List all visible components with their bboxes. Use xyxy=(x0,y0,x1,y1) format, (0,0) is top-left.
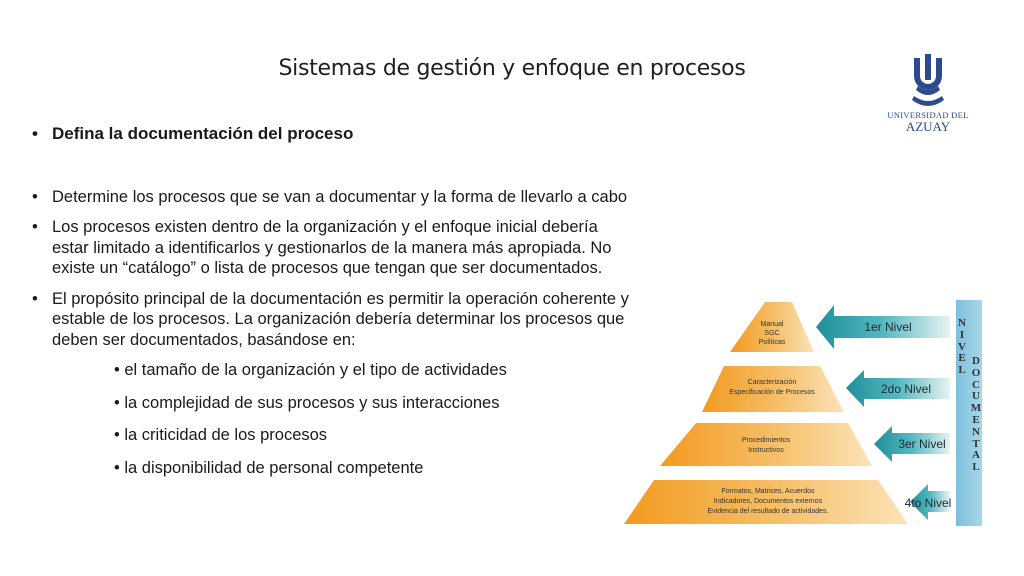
tier-4-line: Evidencia del resultado de actividades. xyxy=(707,508,829,515)
side-letter: D xyxy=(972,355,980,367)
side-letter: O xyxy=(971,366,981,379)
bullet-heading: • Defina la documentación del proceso xyxy=(30,124,630,145)
side-letter: M xyxy=(970,402,982,415)
tier-1-line: Manual xyxy=(760,321,784,328)
slide-title: Sistemas de gestión y enfoque en procesos xyxy=(278,56,746,81)
pyramid-graphic xyxy=(620,296,990,532)
tier-2-line: Caracterización xyxy=(747,379,797,386)
side-letter: N xyxy=(958,317,966,329)
side-letter: E xyxy=(958,352,966,365)
pyramid-tier-3 xyxy=(660,423,872,466)
side-letter: U xyxy=(972,390,980,403)
arrow-label-3: 3er Nivel xyxy=(898,437,946,451)
sub-item: • la disponibilidad de personal competente xyxy=(114,458,424,477)
bullet-item: • Los procesos existen dentro de la organización y el enfoque inicial debería estar limitado a identificarlos y gestionarlos de la manera más apropiada. No existe un “catálogo” o lista de procesos que tengan que ser documentados. xyxy=(30,217,630,279)
logo-line-1: UNIVERSIDAD DEL xyxy=(887,110,969,120)
side-letter: V xyxy=(958,340,966,353)
arrow-label-4: 4to Nivel xyxy=(904,496,952,510)
tier-3-line: Procedimientos xyxy=(741,437,791,444)
arrow-label-2: 2do Nivel xyxy=(880,382,932,396)
side-letter: T xyxy=(972,437,980,450)
sub-item: • el tamaño de la organización y el tipo de actividades xyxy=(114,361,507,379)
side-letter: A xyxy=(972,449,980,462)
sub-item: • la criticidad de los procesos xyxy=(114,426,328,444)
side-word-documental xyxy=(970,356,982,474)
bullet-item: • Determine los procesos que se van a documentar y la forma de llevarlo a cabo xyxy=(30,187,630,208)
side-letter: N xyxy=(972,425,980,438)
side-letter: I xyxy=(959,328,965,341)
tier-4-line: Indicadores, Documentos externos xyxy=(713,498,823,505)
sub-item: • la complejidad de sus procesos y sus interacciones xyxy=(114,393,500,412)
side-letter: L xyxy=(972,461,980,474)
tier-3-line: Instructivos xyxy=(748,447,784,454)
tier-1-line: Políticas xyxy=(758,339,786,346)
tier-1-line: SGC xyxy=(764,330,780,337)
tier-4-line: Formatos, Matrices, Acuerdos xyxy=(721,488,815,495)
side-word-nivel xyxy=(956,318,968,377)
content-body xyxy=(30,124,630,490)
side-letter: E xyxy=(972,413,980,426)
university-emblem-icon xyxy=(884,52,972,112)
logo-line-2: AZUAY xyxy=(905,119,951,134)
side-letter: L xyxy=(958,364,966,377)
tier-2-line: Especificación de Procesos xyxy=(729,389,815,396)
bullet-item: • El propósito principal de la documentación es permitir la operación coherente y estable de los procesos. La organización debería determinar los procesos que deben ser documentados, basándose en: xyxy=(30,289,630,351)
university-logo xyxy=(884,52,972,138)
arrow-label-1: 1er Nivel xyxy=(864,320,912,334)
side-letter: C xyxy=(972,378,980,391)
document-levels-pyramid xyxy=(620,296,990,532)
